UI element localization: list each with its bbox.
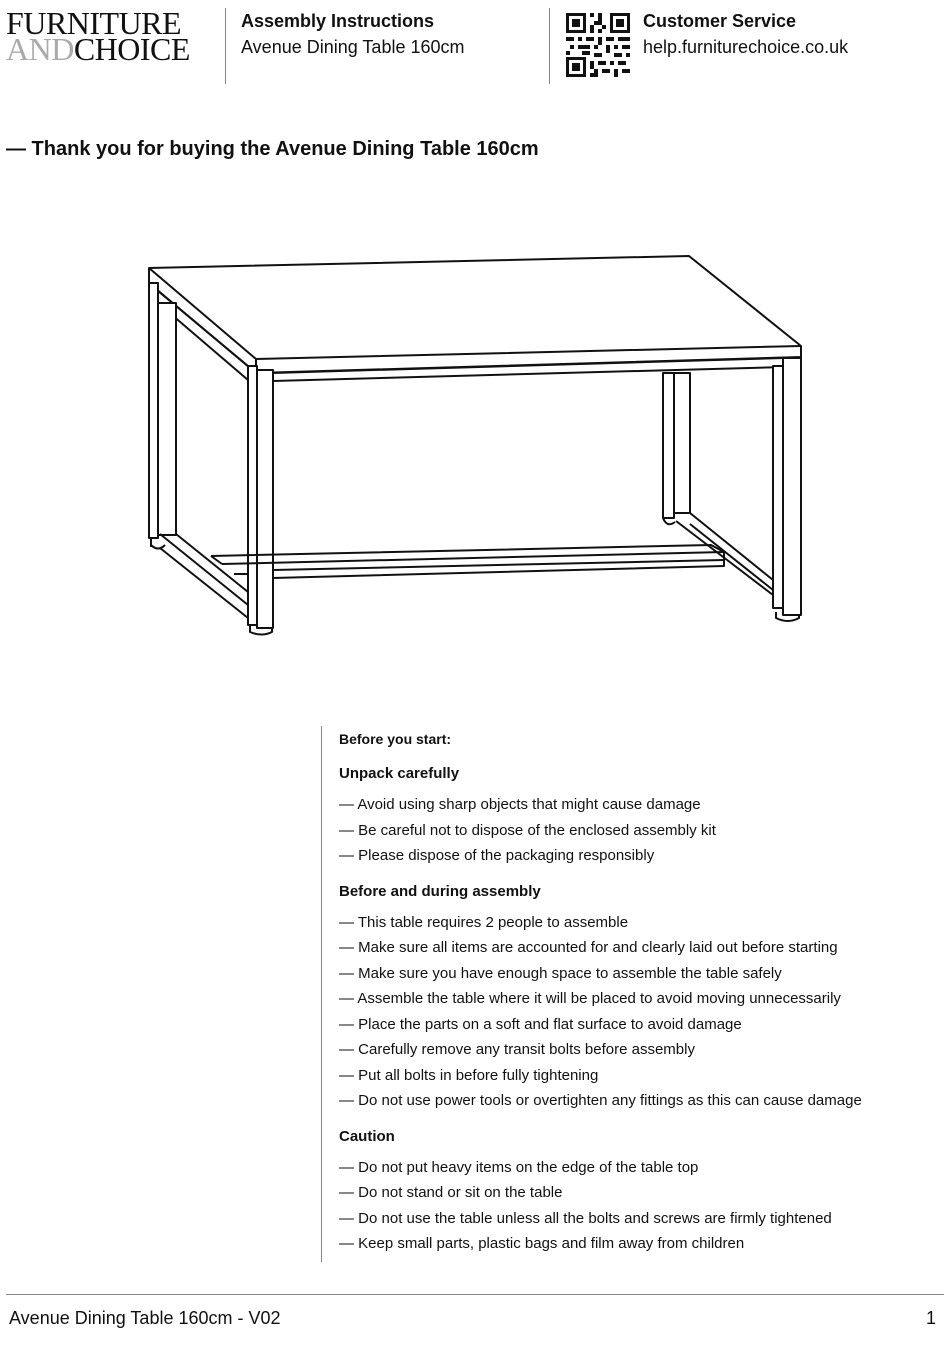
list-item: — Assemble the table where it will be placed to avoid moving unnecessarily — [339, 990, 841, 1007]
unpack-list — [339, 792, 931, 869]
header-divider-2 — [549, 8, 550, 84]
list-item: — Keep small parts, plastic bags and film away from children — [339, 1235, 745, 1252]
thank-you-heading: — Thank you for buying the Avenue Dining Table 160cm — [6, 138, 539, 160]
list-item: — Carefully remove any transit bolts before assembly — [339, 1041, 695, 1058]
logo-and: AND — [6, 31, 74, 67]
section-title-caution: Caution — [339, 1127, 395, 1145]
before-you-start-label: Before you start: — [339, 731, 452, 747]
list-item: — Be careful not to dispose of the enclosed assembly kit — [339, 821, 716, 839]
caution-list — [339, 1155, 931, 1257]
assembly-header — [241, 10, 465, 62]
list-item: — Put all bolts in before fully tightening — [339, 1066, 599, 1084]
service-title: Customer Service — [643, 11, 797, 31]
header-divider-1 — [225, 8, 226, 84]
list-item: — Please dispose of the packaging responsibly — [339, 847, 655, 864]
list-item: — Place the parts on a soft and flat surface to avoid damage — [339, 1015, 742, 1033]
logo-choice: CHOICE — [73, 31, 190, 67]
customer-service-header — [643, 10, 848, 62]
list-item: — Make sure you have enough space to assemble the table safely — [339, 964, 782, 982]
footer-divider — [6, 1294, 944, 1295]
qr-code-icon[interactable] — [566, 13, 630, 77]
instructions-panel — [321, 726, 931, 1262]
list-item: — Make sure all items are accounted for and clearly laid out before starting — [339, 939, 838, 956]
footer-page-number: 1 — [925, 1308, 936, 1328]
list-item: — This table requires 2 people to assemble — [339, 913, 629, 931]
list-item: — Avoid using sharp objects that might cause damage — [339, 796, 701, 813]
assembly-list — [339, 910, 931, 1114]
dining-table-illustration — [140, 250, 810, 640]
logo-line-2 — [6, 31, 206, 67]
section-title-unpack: Unpack carefully — [339, 765, 460, 782]
service-url[interactable]: help.furniturechoice.co.uk — [643, 37, 849, 57]
footer-doc-name: Avenue Dining Table 160cm - V02 — [9, 1308, 281, 1328]
list-item: — Do not put heavy items on the edge of the table top — [339, 1158, 699, 1176]
brand-logo — [6, 5, 206, 67]
list-item: — Do not use power tools or overtighten any fittings as this can cause damage — [339, 1092, 862, 1109]
list-item: — Do not use the table unless all the bolts and screws are firmly tightened — [339, 1209, 832, 1227]
assembly-product: Avenue Dining Table 160cm — [241, 37, 465, 57]
section-title-assembly: Before and during assembly — [339, 882, 541, 900]
logo-line-1: FURNITURE — [6, 5, 182, 41]
list-item: — Do not stand or sit on the table — [339, 1184, 563, 1201]
assembly-title: Assembly Instructions — [241, 11, 435, 31]
